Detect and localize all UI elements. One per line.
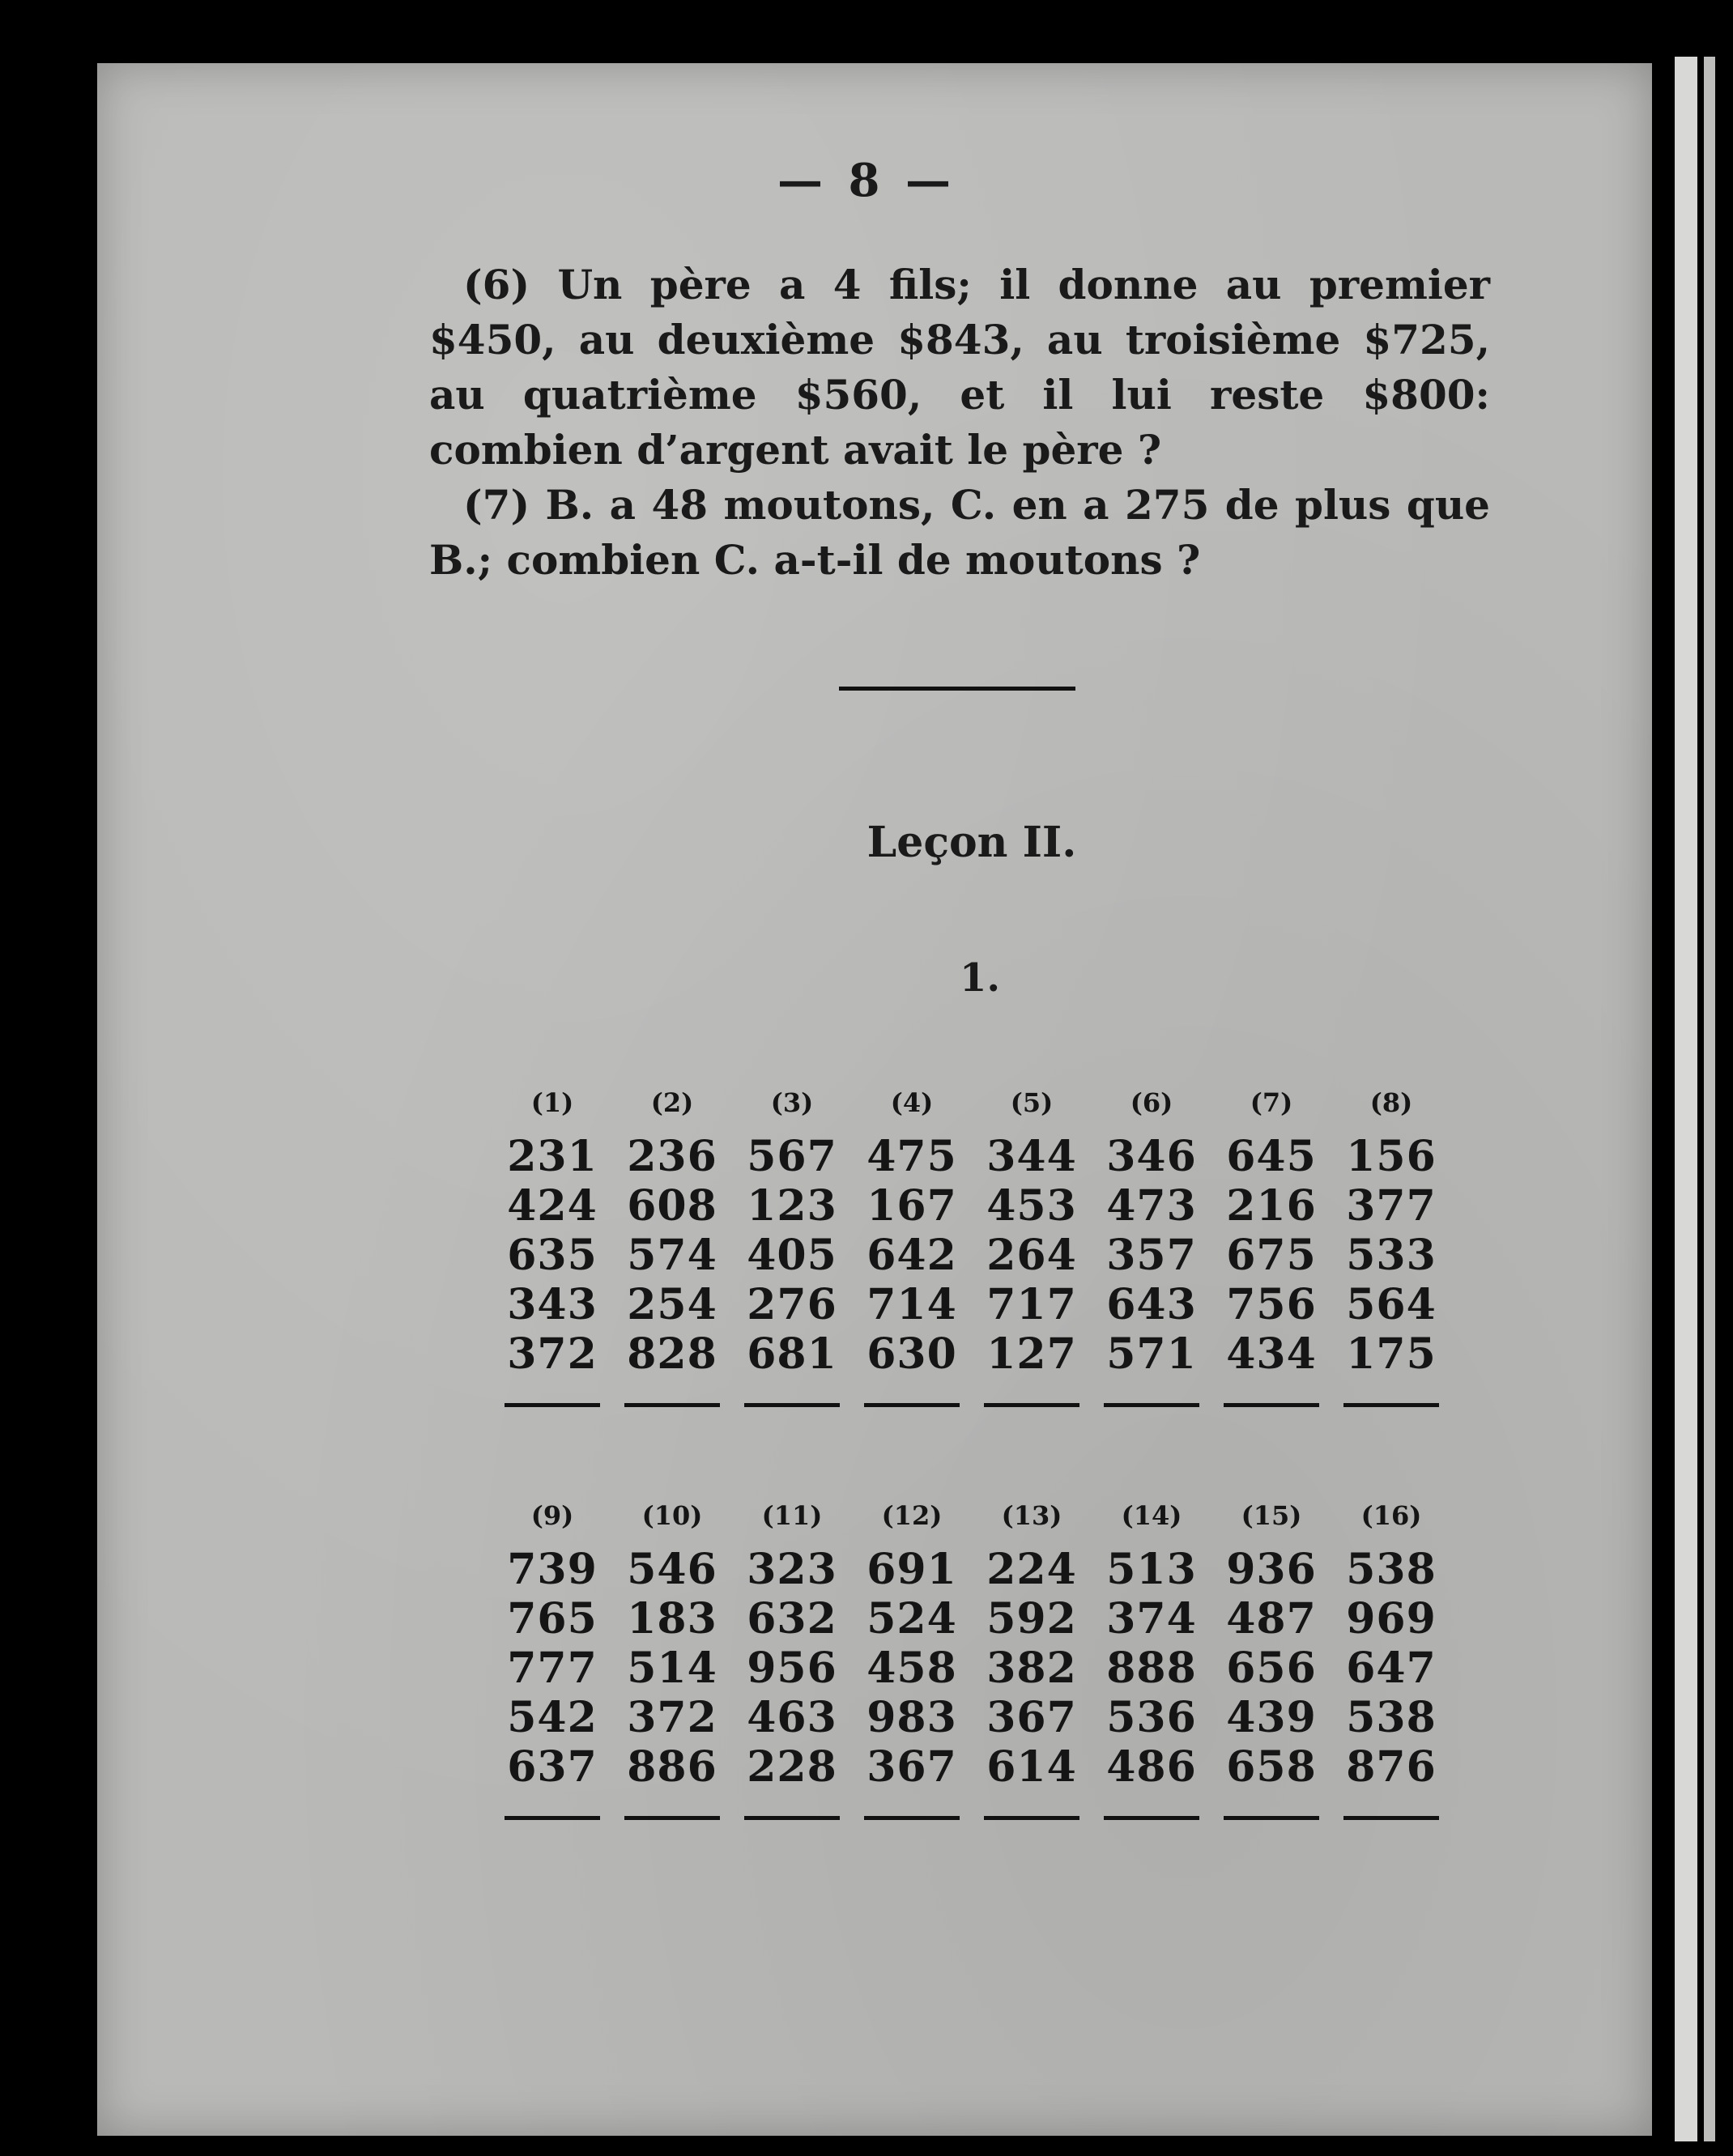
addend: 513 xyxy=(1106,1545,1197,1594)
addend: 167 xyxy=(866,1181,957,1231)
section-number: 1. xyxy=(959,955,1001,1001)
exercise-label: (11) xyxy=(761,1500,823,1531)
sum-line xyxy=(1343,1403,1439,1407)
addend: 228 xyxy=(747,1742,837,1792)
addend: 614 xyxy=(986,1742,1077,1792)
addend: 936 xyxy=(1226,1545,1317,1594)
exercise-column xyxy=(502,1496,603,1820)
addend: 377 xyxy=(1346,1181,1437,1231)
addend: 632 xyxy=(747,1594,837,1644)
sum-line xyxy=(1104,1403,1199,1407)
exercise-column xyxy=(1101,1083,1202,1407)
exercise-block-2 xyxy=(502,1496,1441,1820)
addend: 574 xyxy=(627,1231,717,1280)
problem-6: (6) Un père a 4 fils; il donne au premier $450, au deuxième $843, au troisièmе $725, au quatrième $560, et il lui reste $800: combien d’argent avait le père ? xyxy=(429,261,1490,474)
sum-line xyxy=(505,1403,600,1407)
exercise-label: (2) xyxy=(650,1087,694,1118)
sum-line xyxy=(624,1403,720,1407)
addend: 756 xyxy=(1226,1280,1317,1329)
addend: 357 xyxy=(1106,1231,1197,1280)
addend: 717 xyxy=(986,1280,1077,1329)
addend: 264 xyxy=(986,1231,1077,1280)
addend: 372 xyxy=(507,1329,598,1379)
addend: 538 xyxy=(1346,1693,1437,1742)
sum-line xyxy=(984,1403,1079,1407)
exercise-label: (1) xyxy=(530,1087,574,1118)
exercise-label: (15) xyxy=(1241,1500,1302,1531)
addend: 642 xyxy=(866,1231,957,1280)
addend: 983 xyxy=(866,1693,957,1742)
exercise-label: (16) xyxy=(1360,1500,1422,1531)
addend: 344 xyxy=(986,1132,1077,1181)
exercise-label: (3) xyxy=(770,1087,814,1118)
addend: 224 xyxy=(986,1545,1077,1594)
addend: 536 xyxy=(1106,1693,1197,1742)
page-edge xyxy=(1675,57,1697,2141)
exercise-column xyxy=(981,1496,1082,1820)
addend: 681 xyxy=(747,1329,837,1379)
exercise-column xyxy=(862,1496,962,1820)
exercise-column xyxy=(622,1083,722,1407)
addend: 475 xyxy=(866,1132,957,1181)
addend: 183 xyxy=(627,1594,717,1644)
addend: 463 xyxy=(747,1693,837,1742)
sum-line xyxy=(1343,1816,1439,1820)
addend: 643 xyxy=(1106,1280,1197,1329)
addend: 123 xyxy=(747,1181,837,1231)
sum-line xyxy=(624,1816,720,1820)
addend: 343 xyxy=(507,1280,598,1329)
addend: 346 xyxy=(1106,1132,1197,1181)
exercise-label: (9) xyxy=(530,1500,574,1531)
addend: 567 xyxy=(747,1132,837,1181)
addend: 216 xyxy=(1226,1181,1317,1231)
exercise-column xyxy=(1221,1496,1322,1820)
addend: 630 xyxy=(866,1329,957,1379)
exercise-column xyxy=(622,1496,722,1820)
problem-7: (7) B. a 48 moutons, C. en a 275 de plus que B.; combien C. a-t-il de moutons ? xyxy=(429,481,1490,584)
addend: 969 xyxy=(1346,1594,1437,1644)
addend: 691 xyxy=(866,1545,957,1594)
exercise-label: (4) xyxy=(890,1087,934,1118)
addend: 592 xyxy=(986,1594,1077,1644)
addend: 533 xyxy=(1346,1231,1437,1280)
exercise-column xyxy=(742,1496,842,1820)
addend: 405 xyxy=(747,1231,837,1280)
addend: 739 xyxy=(507,1545,598,1594)
addend: 276 xyxy=(747,1280,837,1329)
sum-line xyxy=(744,1816,840,1820)
addend: 656 xyxy=(1226,1644,1317,1693)
sum-line xyxy=(1224,1403,1319,1407)
exercise-column xyxy=(502,1083,603,1407)
exercise-label: (8) xyxy=(1369,1087,1413,1118)
exercise-block-1 xyxy=(502,1083,1441,1407)
addend: 439 xyxy=(1226,1693,1317,1742)
exercise-column xyxy=(1101,1496,1202,1820)
addend: 876 xyxy=(1346,1742,1437,1792)
addend: 424 xyxy=(507,1181,598,1231)
addend: 175 xyxy=(1346,1329,1437,1379)
addend: 637 xyxy=(507,1742,598,1792)
addend: 608 xyxy=(627,1181,717,1231)
lesson-title: Leçon II. xyxy=(866,818,1077,867)
addend: 372 xyxy=(627,1693,717,1742)
sum-line xyxy=(864,1403,960,1407)
addend: 473 xyxy=(1106,1181,1197,1231)
addend: 487 xyxy=(1226,1594,1317,1644)
exercise-label: (6) xyxy=(1130,1087,1173,1118)
addend: 956 xyxy=(747,1644,837,1693)
exercise-column xyxy=(1341,1496,1441,1820)
addend: 434 xyxy=(1226,1329,1317,1379)
addend: 538 xyxy=(1346,1545,1437,1594)
addend: 453 xyxy=(986,1181,1077,1231)
addend: 382 xyxy=(986,1644,1077,1693)
page-edge-inner xyxy=(1704,57,1715,2141)
addend: 514 xyxy=(627,1644,717,1693)
addend: 156 xyxy=(1346,1132,1437,1181)
addend: 374 xyxy=(1106,1594,1197,1644)
addend: 486 xyxy=(1106,1742,1197,1792)
addend: 647 xyxy=(1346,1644,1437,1693)
problem-paragraphs xyxy=(429,257,1490,588)
addend: 888 xyxy=(1106,1644,1197,1693)
addend: 571 xyxy=(1106,1329,1197,1379)
addend: 231 xyxy=(507,1132,598,1181)
section-divider xyxy=(839,687,1075,691)
addend: 777 xyxy=(507,1644,598,1693)
exercise-column xyxy=(1221,1083,1322,1407)
sum-line xyxy=(864,1816,960,1820)
addend: 564 xyxy=(1346,1280,1437,1329)
sum-line xyxy=(1224,1816,1319,1820)
addend: 635 xyxy=(507,1231,598,1280)
exercise-column xyxy=(981,1083,1082,1407)
sum-line xyxy=(984,1816,1079,1820)
exercise-label: (7) xyxy=(1250,1087,1293,1118)
addend: 236 xyxy=(627,1132,717,1181)
sum-line xyxy=(1104,1816,1199,1820)
addend: 367 xyxy=(986,1693,1077,1742)
exercise-column xyxy=(1341,1083,1441,1407)
addend: 714 xyxy=(866,1280,957,1329)
addend: 658 xyxy=(1226,1742,1317,1792)
addend: 542 xyxy=(507,1693,598,1742)
addend: 524 xyxy=(866,1594,957,1644)
addend: 765 xyxy=(507,1594,598,1644)
addend: 828 xyxy=(627,1329,717,1379)
addend: 127 xyxy=(986,1329,1077,1379)
exercise-label: (13) xyxy=(1001,1500,1062,1531)
exercise-column xyxy=(862,1083,962,1407)
sum-line xyxy=(744,1403,840,1407)
addend: 645 xyxy=(1226,1132,1317,1181)
addend: 546 xyxy=(627,1545,717,1594)
addend: 254 xyxy=(627,1280,717,1329)
exercise-label: (14) xyxy=(1121,1500,1182,1531)
addend: 323 xyxy=(747,1545,837,1594)
addend: 675 xyxy=(1226,1231,1317,1280)
exercise-label: (5) xyxy=(1010,1087,1054,1118)
addend: 367 xyxy=(866,1742,957,1792)
exercise-label: (12) xyxy=(881,1500,943,1531)
page-number: — 8 — xyxy=(777,154,956,207)
sum-line xyxy=(505,1816,600,1820)
exercise-label: (10) xyxy=(641,1500,703,1531)
addend: 886 xyxy=(627,1742,717,1792)
exercise-column xyxy=(742,1083,842,1407)
addend: 458 xyxy=(866,1644,957,1693)
